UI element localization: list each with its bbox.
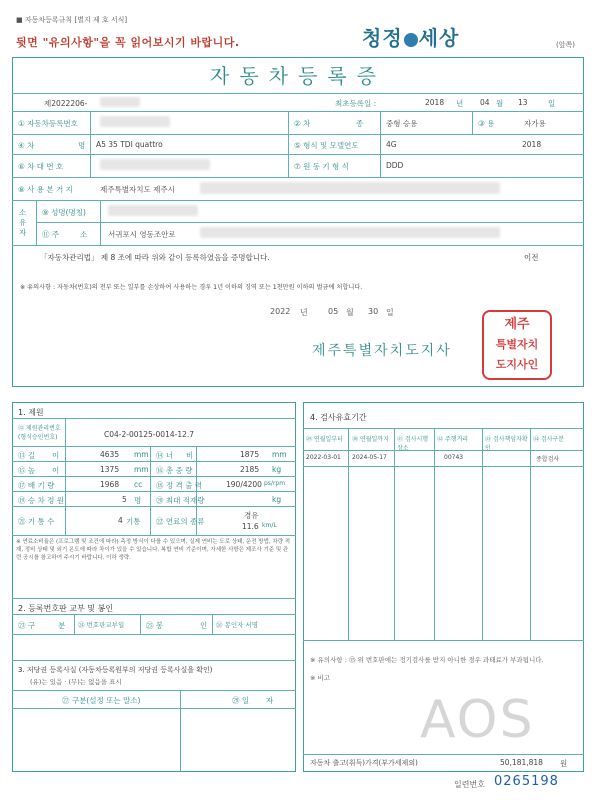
height-mm: mm bbox=[134, 465, 149, 474]
rule bbox=[180, 690, 181, 772]
rule bbox=[12, 708, 296, 709]
rule bbox=[12, 200, 584, 201]
issue-month: 05 bbox=[328, 307, 339, 316]
seal-line-3: 도지사인 bbox=[495, 358, 539, 371]
mortgage-title: 3. 저당권 등록사실 (자동차등록원부의 저당권 등록사실을 확인) bbox=[18, 666, 213, 674]
model-sub: 명 bbox=[78, 141, 86, 150]
rule bbox=[12, 446, 296, 447]
fuel-value: 경유 bbox=[244, 511, 259, 520]
owner-addr-sub: 소 bbox=[80, 230, 88, 239]
kind-sub: 종 bbox=[356, 119, 364, 128]
owner-addr-value: 서귀포시 영동조안로 bbox=[108, 230, 176, 239]
rated-output-unit: ps/rpm bbox=[264, 480, 286, 487]
model-label: ④ 차 bbox=[18, 141, 35, 150]
redacted-location bbox=[200, 182, 500, 194]
day-unit: 일 bbox=[548, 99, 556, 108]
seats-value: 5 bbox=[122, 495, 127, 504]
rule bbox=[12, 491, 296, 492]
plate-sub: 분 bbox=[58, 621, 66, 630]
rule bbox=[100, 200, 101, 245]
insp-header-2: ㉚ 연월일까지 bbox=[352, 436, 389, 443]
displacement-cc: cc bbox=[134, 480, 143, 489]
rule bbox=[90, 111, 91, 177]
use-value: 자가용 bbox=[524, 119, 546, 128]
approval-label: ⑫ 제원관리번호 (형식승인번호) bbox=[18, 425, 61, 441]
certificate-title: 자동차등록증 bbox=[210, 64, 386, 88]
rule bbox=[12, 93, 584, 94]
engine-label: ⑦ 원 동 기 형 식 bbox=[294, 162, 349, 171]
insp-header-1: ㉙ 연월일부터 bbox=[306, 436, 343, 443]
insp-row1-mileage: 00743 bbox=[444, 454, 464, 461]
year-unit: 년 bbox=[456, 99, 464, 108]
official-seal bbox=[482, 310, 552, 380]
form-label: ■ 자동차등록규칙 [별지 제 호 서식] bbox=[16, 16, 128, 24]
mortgage-date-sub: 자 bbox=[266, 696, 274, 705]
rule bbox=[12, 598, 296, 599]
warning-text: 뒷면 "유의사항"을 꼭 읽어보시기 바랍니다. bbox=[16, 36, 240, 49]
length-unit: 이 bbox=[52, 451, 60, 460]
insp-row1-type: 종합검사 bbox=[536, 456, 560, 463]
seal-sub: 인 bbox=[200, 621, 208, 630]
law-text: 「자동차관리법」 제 8 조에 따라 위와 같이 등록하였음을 증명합니다. bbox=[40, 253, 270, 262]
insp-row1-to: 2024-05-17 bbox=[352, 454, 387, 461]
plate-date-label: ㉔ 번호판교부일 bbox=[78, 621, 125, 629]
plate-title: 2. 등록번호판 교부 및 봉인 bbox=[18, 604, 114, 613]
issue-day: 30 bbox=[368, 307, 379, 316]
cylinders-unit: 기통 bbox=[126, 517, 141, 526]
rule bbox=[36, 222, 584, 223]
width-unit: 비 bbox=[186, 451, 194, 460]
rule bbox=[303, 450, 584, 451]
year-value: 2018 bbox=[522, 140, 542, 149]
displacement-value: 1968 bbox=[100, 480, 120, 489]
logo-left: 청정 bbox=[362, 26, 403, 50]
insp-header-6: ㉞ 검사구분 bbox=[533, 436, 565, 443]
cylinders-label: ㉑ 기 통 수 bbox=[18, 517, 55, 526]
height-label: ⑮ 높 bbox=[18, 466, 36, 475]
specs-fine-print: ※ 연료소비율은 (프로그램 및 조건에 따라) 측정 방식이 다를 수 있으며, 실제 연비는 도로 상태, 운전 방법, 차량 적재, 정비 상태 및 외기 온도에 따라 차이가 있을 수 있습니다. 복합 연비 기준이며, 자세한 사항은 제조사 기준 및 관련 공시를 참고하여 주시기 바랍니다. 이하 생략. bbox=[16, 539, 291, 561]
rule bbox=[12, 245, 584, 246]
doc-number-label: 제2022206- bbox=[44, 99, 88, 108]
location-label: ⑧ 사 용 본 거 지 bbox=[18, 185, 73, 194]
rule bbox=[530, 428, 531, 640]
owner-side-label: 소유자 bbox=[19, 208, 27, 237]
rule bbox=[12, 111, 584, 112]
redacted-vin bbox=[100, 159, 210, 170]
first-reg-month: 04 bbox=[480, 98, 490, 107]
kind-label: ② 차 bbox=[294, 119, 311, 128]
displacement-label: ⑰ 배 기 량 bbox=[18, 481, 55, 490]
rule bbox=[12, 418, 296, 419]
cargo-kg: kg bbox=[272, 495, 282, 504]
rule bbox=[380, 111, 381, 177]
issue-day-unit: 일 bbox=[386, 308, 394, 317]
insp-header-4: ㉜ 주행거리 bbox=[437, 436, 469, 443]
mortgage-date: ㉘ 일 bbox=[232, 696, 250, 705]
rule bbox=[74, 614, 75, 634]
total-weight-kg: kg bbox=[272, 465, 282, 474]
rule bbox=[434, 428, 435, 640]
logo-dot-icon bbox=[404, 33, 418, 47]
rule bbox=[482, 428, 483, 640]
redacted-doc-number bbox=[100, 97, 140, 107]
rule bbox=[12, 461, 296, 462]
owner-name-label: ⑨ 성명(명칭) bbox=[42, 208, 86, 217]
rated-output-value: 190/4200 bbox=[226, 480, 262, 489]
insp-header-5: ㉝ 검사책임자확인 bbox=[485, 436, 528, 452]
rated-output-label: ⑱ 정 격 출 력 bbox=[156, 481, 203, 490]
rule bbox=[12, 535, 296, 536]
redacted-owner-addr bbox=[200, 227, 500, 238]
rule bbox=[12, 506, 296, 507]
insp-row1-from: 2022-03-01 bbox=[306, 454, 341, 461]
seal-line-2: 특별자치 bbox=[495, 338, 539, 351]
seal-line-1: 제주 bbox=[504, 317, 530, 332]
logo bbox=[362, 22, 459, 51]
type-year-label: ⑤ 형식 및 모델연도 bbox=[294, 141, 359, 150]
vin-label: ⑥ 차 대 번 호 bbox=[18, 162, 64, 171]
logo-right: 세상 bbox=[418, 26, 460, 50]
serial-label: 일련번호 bbox=[454, 780, 485, 789]
location-value: 제주특별자치도 제주시 bbox=[100, 185, 175, 194]
rule bbox=[12, 177, 584, 178]
plate-label: ㉓ 구 bbox=[18, 621, 36, 630]
efficiency-value: 11.6 bbox=[242, 522, 259, 531]
redacted-owner-name bbox=[108, 205, 198, 216]
copy-note: (앞쪽) bbox=[556, 41, 575, 49]
length-mm: mm bbox=[134, 450, 149, 459]
cargo-label: ⑳ 최대 적재량 bbox=[156, 496, 205, 505]
rule bbox=[12, 134, 584, 135]
width-value: 1875 bbox=[240, 450, 260, 459]
rule bbox=[140, 614, 141, 634]
issue-year-unit: 년 bbox=[300, 308, 308, 317]
seal-date-label: ㉖ 봉인자 서명 bbox=[216, 621, 259, 629]
price-unit: 원 bbox=[560, 759, 568, 768]
length-label: ⑬ 길 bbox=[18, 451, 36, 460]
approval-value: C04-2-00125-0014-12.7 bbox=[104, 430, 195, 439]
height-value: 1375 bbox=[100, 465, 120, 474]
width-mm: mm bbox=[272, 450, 287, 459]
first-reg-label: 최초등록일 : bbox=[335, 99, 377, 108]
redacted-reg-no bbox=[100, 116, 170, 127]
seats-unit: 명 bbox=[134, 496, 142, 505]
serial-number: 0265198 bbox=[494, 774, 559, 789]
total-weight-value: 2185 bbox=[240, 465, 260, 474]
seal-label: ㉕ 봉 bbox=[146, 621, 164, 630]
inspection-note-label: ※ 비고 bbox=[310, 674, 331, 682]
total-weight-label: ⑯ 총 중 량 bbox=[156, 466, 193, 475]
issue-year: 2022 bbox=[270, 307, 291, 316]
fuel-label: ㉒ 연료의 종류 bbox=[156, 517, 205, 526]
first-reg-day: 13 bbox=[518, 98, 528, 107]
use-label: ③ 용 bbox=[478, 119, 495, 128]
first-reg-year: 2018 bbox=[425, 98, 445, 107]
rule bbox=[12, 634, 296, 635]
seats-label: ⑲ 승 차 정 원 bbox=[18, 496, 65, 505]
cylinders-value: 4 bbox=[118, 516, 123, 525]
issue-month-unit: 월 bbox=[346, 308, 354, 317]
rule bbox=[472, 111, 473, 134]
rule bbox=[65, 418, 66, 535]
insp-header-3: ㉛ 검사시행장소 bbox=[397, 436, 429, 452]
efficiency-unit: km/L bbox=[262, 522, 277, 529]
rule bbox=[12, 660, 296, 661]
inspection-note-text: ※ 유의사항 : ㉟ 위 번호판에는 정기검사를 받지 아니한 경우 과태료가 부과됩니다. bbox=[310, 656, 544, 664]
rule bbox=[36, 200, 37, 245]
engine-value: DDD bbox=[386, 161, 404, 170]
inspection-title: 4. 검사유효기간 bbox=[310, 413, 367, 422]
width-label: ⑭ 너 bbox=[156, 451, 174, 460]
height-unit: 이 bbox=[52, 466, 60, 475]
rule bbox=[303, 428, 584, 429]
rule bbox=[303, 466, 584, 467]
model-value: A5 35 TDI quattro bbox=[96, 140, 163, 149]
rule bbox=[12, 614, 296, 615]
rule bbox=[303, 754, 584, 755]
month-unit: 월 bbox=[496, 99, 504, 108]
rule bbox=[212, 614, 213, 634]
mortgage-label: ㉗ 구분(설정 또는 말소) bbox=[62, 696, 141, 705]
type-value: 4G bbox=[386, 140, 397, 149]
rule bbox=[150, 446, 151, 535]
owner-addr-label: ⑪ 주 bbox=[42, 230, 60, 239]
rule bbox=[394, 428, 395, 640]
price-label: 자동차 출고(취득)가격(부가세제외) bbox=[310, 759, 418, 767]
length-value: 4635 bbox=[100, 450, 120, 459]
rule bbox=[348, 428, 349, 640]
price-value: 50,181,818 bbox=[500, 758, 543, 767]
watermark: AOS bbox=[420, 690, 535, 750]
law-right: 이전 bbox=[524, 253, 539, 262]
reg-no-label: ① 자동차등록번호 bbox=[18, 119, 78, 128]
kind-value: 중형 승용 bbox=[386, 119, 418, 128]
notice-text: ※ 유의사항 : 자동차(번호)의 전부 또는 일부를 손상하여 사용하는 경우 1년 이하의 징역 또는 1천만원 이하의 벌금에 처합니다. bbox=[20, 284, 363, 291]
rule bbox=[303, 640, 584, 641]
rule bbox=[12, 690, 296, 691]
issuer: 제주특별자치도지사 bbox=[312, 343, 452, 359]
mortgage-note: (유)는 있음 · (무)는 없음을 표시 bbox=[30, 678, 122, 686]
rule bbox=[12, 154, 584, 155]
specs-title: 1. 제원 bbox=[18, 408, 44, 417]
rule bbox=[288, 111, 289, 177]
rule bbox=[12, 476, 296, 477]
